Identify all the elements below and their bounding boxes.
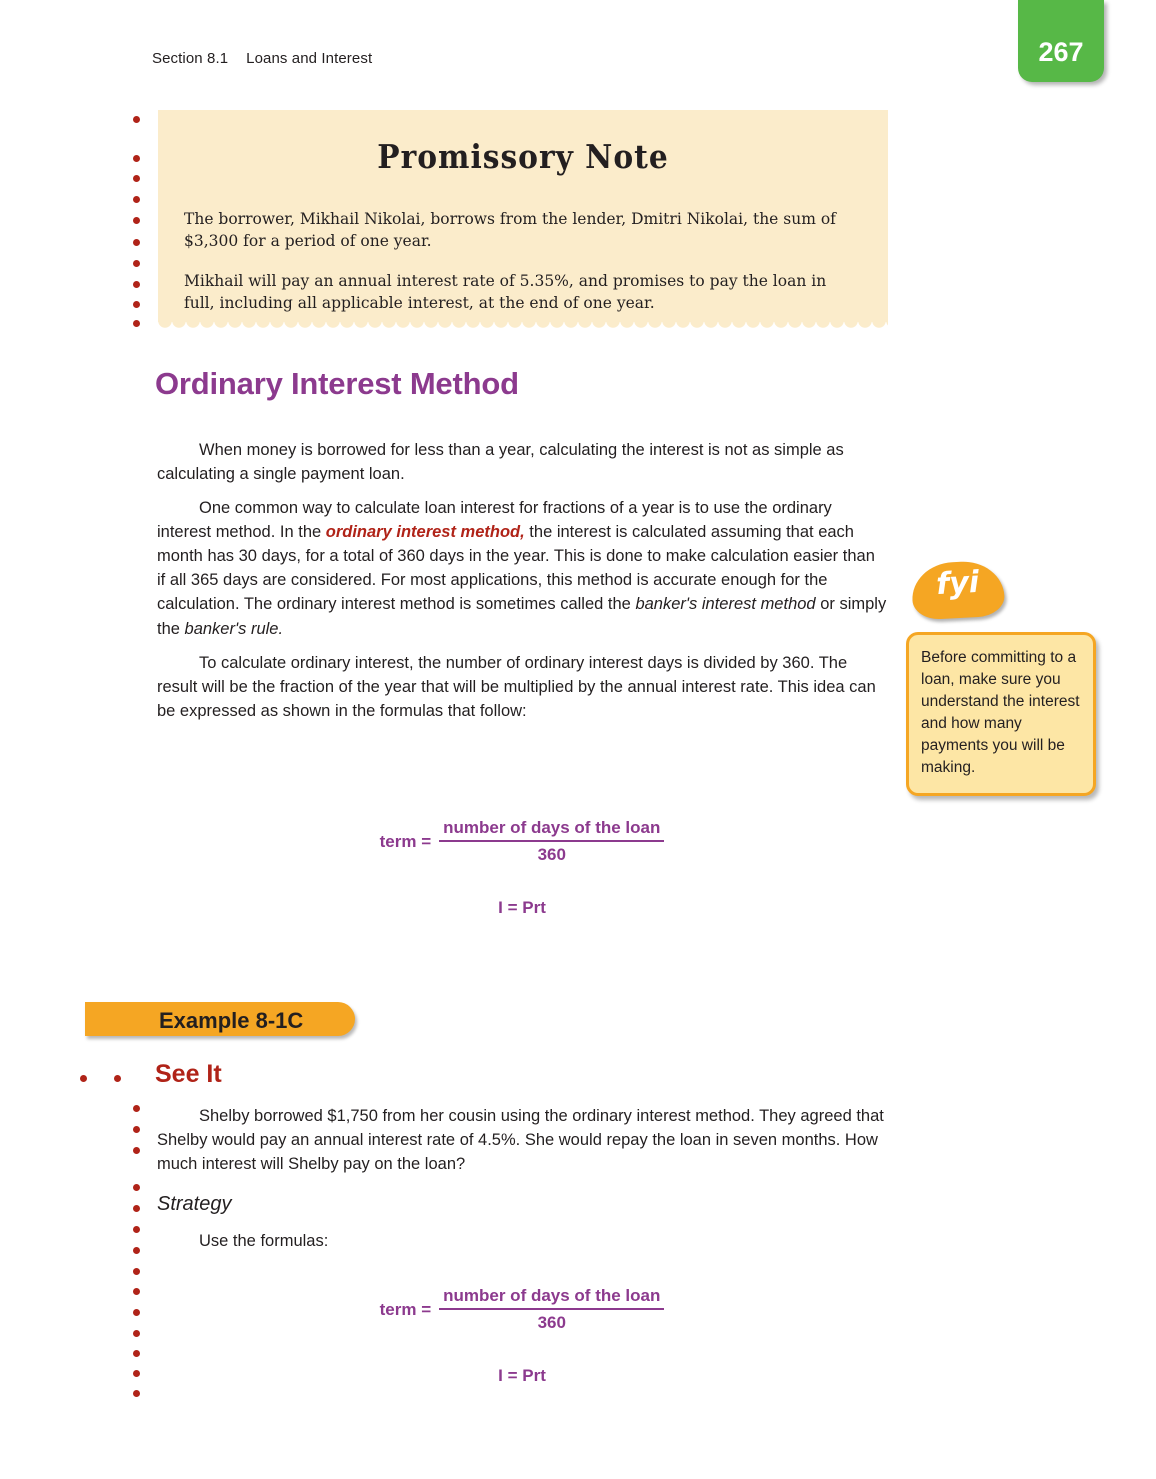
decorative-dot	[133, 1184, 140, 1191]
example-body	[157, 1104, 887, 1266]
formula-iprt-2	[157, 1366, 887, 1386]
page-number: 267	[1038, 37, 1084, 67]
decorative-dot	[133, 1147, 140, 1154]
formula-term-1-row	[380, 818, 665, 865]
body-paragraph-1: When money is borrowed for less than a year, calculating the interest is not as simple as calculating a single payment loan.	[157, 441, 844, 484]
decorative-dot	[133, 281, 140, 288]
header-section-number: Section 8.1	[152, 50, 229, 67]
decorative-dot	[133, 1126, 140, 1133]
body-paragraph-2-part3: or simply the	[157, 595, 887, 638]
decorative-dot	[133, 320, 140, 327]
decorative-dot	[133, 1309, 140, 1316]
formula-term-1-numerator: number of days of the loan	[439, 818, 664, 842]
strategy-text: Use the formulas:	[199, 1232, 329, 1251]
formula-term-2-fraction	[439, 1286, 664, 1333]
formula-term-1	[157, 818, 887, 865]
decorative-dot	[114, 1075, 121, 1082]
decorative-dot	[133, 1288, 140, 1295]
decorative-dot	[133, 1105, 140, 1112]
formula-iprt-1-text: I = Prt	[498, 898, 546, 917]
example-problem-text: Shelby borrowed $1,750 from her cousin using the ordinary interest method. They agreed that Shelby would pay an annual interest rate of 4.5%. She would repay the loan in seven months. How much interest will Shelby pay on the loan?	[157, 1107, 884, 1174]
decorative-dot	[133, 1330, 140, 1337]
example-banner	[85, 1002, 355, 1036]
decorative-dot	[133, 196, 140, 203]
decorative-dot	[133, 1350, 140, 1357]
decorative-dot	[133, 239, 140, 246]
page-header	[152, 50, 372, 67]
body-italic-bankers-rule: banker's rule.	[184, 619, 284, 638]
decorative-dot	[133, 155, 140, 162]
formula-term-1-lhs: term =	[379, 831, 432, 851]
decorative-dot	[80, 1075, 87, 1082]
decorative-dot	[133, 116, 140, 123]
decorative-dot	[133, 217, 140, 224]
decorative-dot	[133, 301, 140, 308]
fyi-tab	[911, 560, 1006, 621]
header-section-title: Loans and Interest	[246, 50, 373, 67]
decorative-dot	[133, 1370, 140, 1377]
formula-term-2-numerator: number of days of the loan	[439, 1286, 664, 1310]
formula-iprt-1	[157, 898, 887, 918]
decorative-dot	[133, 1205, 140, 1212]
promissory-note-card	[158, 110, 888, 322]
formula-term-2-denominator: 360	[537, 1313, 566, 1332]
body-paragraph-2-part2: the interest is calculated assuming that each month has 30 days, for a total of 360 days in the year. This is done to make calculation easier than if all 365 days are considered. For most applications, this method is accurate enough for the calculation. The ordinary interest method is sometimes called the	[157, 523, 875, 614]
decorative-dot	[133, 1268, 140, 1275]
body-paragraph-2-part1: One common way to calculate loan interest for fractions of a year is to use the ordinary interest method. In the	[157, 499, 832, 542]
formula-term-2-row	[380, 1286, 665, 1333]
promissory-note-paragraph-1: The borrower, Mikhail Nikolai, borrows from the lender, Dmitri Nikolai, the sum of $3,300 for a period of one year.	[184, 210, 836, 250]
see-it-heading: See It	[155, 1060, 222, 1088]
formula-term-1-fraction	[439, 818, 664, 865]
decorative-dot	[133, 260, 140, 267]
formula-iprt-2-text: I = Prt	[498, 1366, 546, 1385]
formula-term-2-lhs: term =	[379, 1299, 432, 1319]
body-paragraph-2	[157, 496, 887, 640]
strategy-heading: Strategy	[157, 1193, 232, 1216]
decorative-dot	[133, 1390, 140, 1397]
formula-term-2	[157, 1286, 887, 1333]
promissory-note-title: Promissory Note	[377, 137, 669, 176]
fyi-tab-label: fyi	[935, 564, 980, 603]
decorative-dot	[133, 1226, 140, 1233]
decorative-dot	[133, 175, 140, 182]
body-paragraph-3: To calculate ordinary interest, the number of ordinary interest days is divided by 360. The result will be the fraction of the year that will be multiplied by the annual interest rate. This idea can be expressed as shown in the formulas that follow:	[157, 653, 876, 720]
body-italic-bankers-interest-method: banker's interest method	[635, 595, 816, 614]
page-number-tab	[1018, 0, 1104, 82]
decorative-dot	[133, 1247, 140, 1254]
formula-term-1-denominator: 360	[537, 845, 566, 864]
key-term-ordinary-interest-method: ordinary interest method,	[325, 523, 525, 542]
section-body	[157, 438, 887, 733]
fyi-body-text: Before committing to a loan, make sure you understand the interest and how many payments you will be making.	[906, 632, 1096, 796]
promissory-note-paragraph-2: Mikhail will pay an annual interest rate of 5.35%, and promises to pay the loan in full, including all applicable interest, at the end of one year.	[184, 272, 827, 312]
example-banner-label: Example 8-1C	[159, 1008, 304, 1033]
page-title: Ordinary Interest Method	[155, 366, 519, 401]
